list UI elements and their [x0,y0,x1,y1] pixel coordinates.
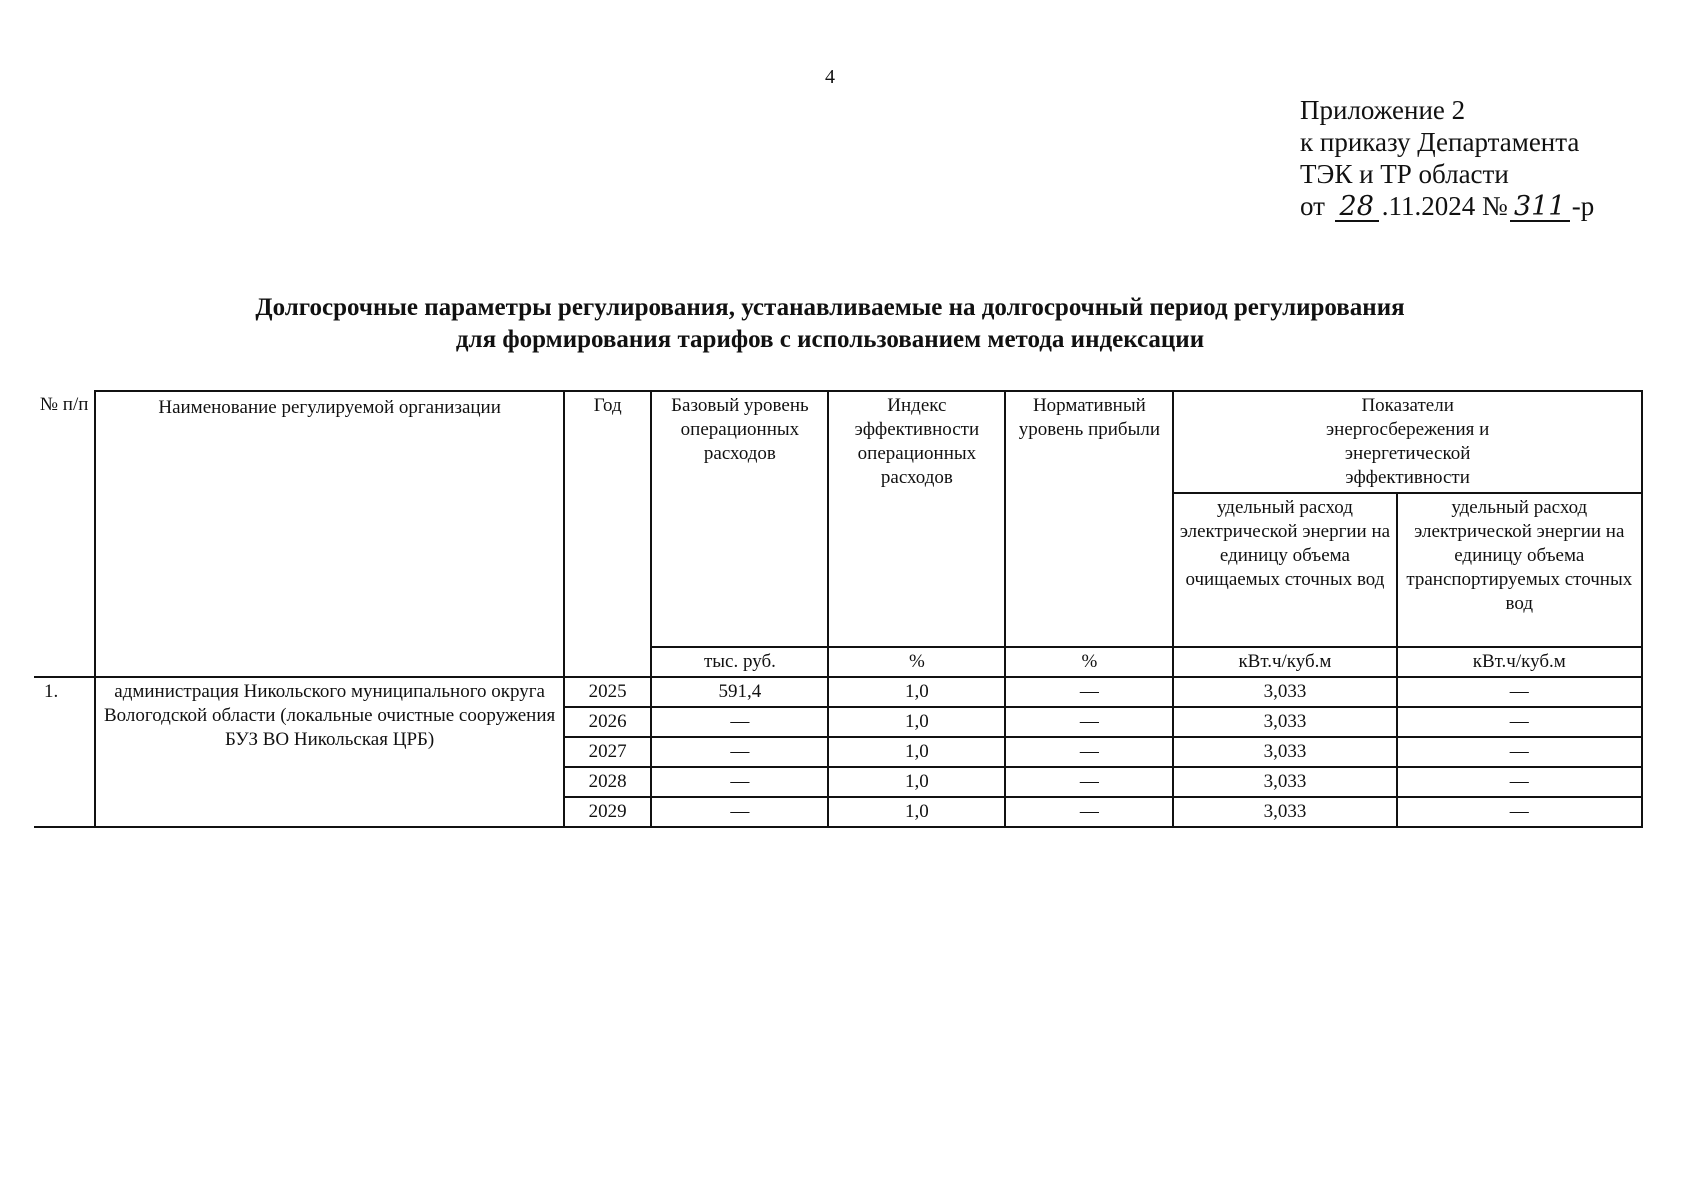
header-energy-group: Показатели энергосбережения и энергетической эффективности [1173,391,1642,493]
cell-energy-treated: 3,033 [1173,737,1396,767]
cell-energy-treated: 3,033 [1173,707,1396,737]
cell-efficiency-index: 1,0 [828,707,1005,737]
row-number: 1. [34,677,95,827]
cell-base-level: — [651,737,828,767]
unit-base-level: тыс. руб. [651,647,828,677]
cell-profit-level: — [1005,707,1173,737]
cell-year: 2027 [564,737,651,767]
cell-profit-level: — [1005,737,1173,767]
cell-energy-transported: — [1397,677,1642,707]
cell-efficiency-index: 1,0 [828,797,1005,827]
unit-energy-transported: кВт.ч/куб.м [1397,647,1642,677]
handwritten-day: 28 [1335,194,1379,222]
cell-base-level: — [651,797,828,827]
header-row-1 [34,391,1642,493]
title-line-2: для формирования тарифов с использованием метода индексации [455,326,1205,353]
cell-efficiency-index: 1,0 [828,737,1005,767]
header-profit-level: Нормативный уровень прибыли [1005,391,1173,647]
cell-energy-transported: — [1397,737,1642,767]
organization-name: администрация Никольского муниципального округа Вологодской области (локальные очистные сооружения БУЗ ВО Никольская ЦРБ) [95,677,564,827]
unit-profit-level: % [1005,647,1173,677]
cell-efficiency-index: 1,0 [828,677,1005,707]
parameters-table [34,390,1643,828]
cell-efficiency-index: 1,0 [828,767,1005,797]
title-line-1: Долгосрочные параметры регулирования, устанавливаемые на долгосрочный период регулирования [255,294,1405,321]
cell-year: 2029 [564,797,651,827]
date-prefix: от [1300,191,1325,221]
document-title [0,292,1660,356]
cell-base-level: — [651,767,828,797]
unit-energy-treated: кВт.ч/куб.м [1173,647,1396,677]
date-rest: .11.2024 № [1381,191,1508,221]
cell-profit-level: — [1005,767,1173,797]
cell-energy-treated: 3,033 [1173,767,1396,797]
appendix-line-3: ТЭК и ТР области [1300,159,1509,189]
unit-efficiency-index: % [828,647,1005,677]
header-year: Год [564,391,651,677]
header-num: № п/п [34,391,95,677]
appendix-date-line [1300,190,1594,222]
cell-base-level: 591,4 [651,677,828,707]
cell-profit-level: — [1005,677,1173,707]
handwritten-order-number: 311 [1510,194,1570,222]
appendix-block [1300,94,1594,222]
header-efficiency-index: Индекс эффективности операционных расходов [828,391,1005,647]
appendix-line-1: Приложение 2 [1300,95,1466,125]
cell-energy-transported: — [1397,707,1642,737]
page-number: 4 [825,66,835,88]
cell-energy-treated: 3,033 [1173,797,1396,827]
cell-year: 2026 [564,707,651,737]
appendix-line-2: к приказу Департамента [1300,127,1580,157]
cell-profit-level: — [1005,797,1173,827]
header-energy-transported: удельный расход электрической энергии на единицу объема транспортируемых сточных вод [1397,493,1642,647]
table-row [34,677,1642,707]
cell-energy-transported: — [1397,767,1642,797]
cell-energy-transported: — [1397,797,1642,827]
header-org: Наименование регулируемой организации [95,391,564,677]
cell-energy-treated: 3,033 [1173,677,1396,707]
cell-year: 2028 [564,767,651,797]
header-base-level: Базовый уровень операционных расходов [651,391,828,647]
cell-year: 2025 [564,677,651,707]
cell-base-level: — [651,707,828,737]
order-suffix: -р [1571,191,1595,221]
header-energy-treated: удельный расход электрической энергии на единицу объема очищаемых сточных вод [1173,493,1396,647]
